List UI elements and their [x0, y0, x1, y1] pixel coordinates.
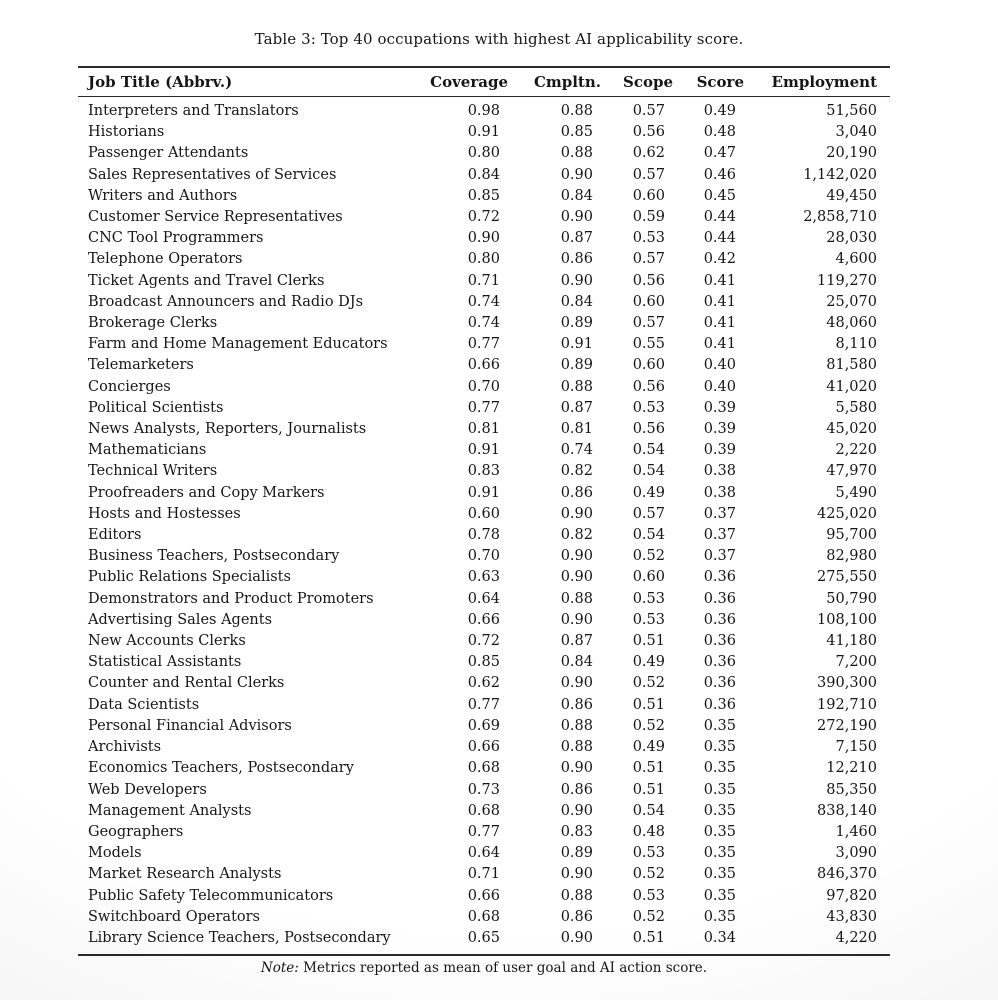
- table-row: [78, 504, 890, 525]
- job-title-cell: Customer Service Representatives: [88, 209, 343, 226]
- value-cell: 0.54: [632, 527, 665, 544]
- value-cell: 4,600: [835, 251, 877, 268]
- job-title-cell: News Analysts, Reporters, Journalists: [88, 421, 367, 438]
- value-cell: 0.90: [560, 548, 593, 565]
- table-row: [78, 271, 890, 292]
- table-area: [78, 66, 890, 976]
- value-cell: 0.52: [632, 548, 665, 565]
- value-cell: 48,060: [826, 315, 877, 332]
- job-title-cell: Counter and Rental Clerks: [88, 675, 285, 692]
- value-cell: 0.83: [467, 463, 500, 480]
- job-title-cell: Mathematicians: [88, 442, 207, 459]
- value-cell: 0.80: [467, 251, 500, 268]
- value-cell: 0.86: [560, 908, 593, 925]
- value-cell: 0.77: [467, 823, 500, 840]
- value-cell: 0.77: [467, 696, 500, 713]
- value-cell: 0.36: [703, 696, 736, 713]
- value-cell: 0.62: [467, 675, 500, 692]
- job-title-cell: Advertising Sales Agents: [88, 611, 273, 628]
- value-cell: 1,460: [835, 823, 877, 840]
- value-cell: 0.86: [560, 251, 593, 268]
- job-title-cell: Models: [88, 845, 142, 862]
- value-cell: 0.57: [632, 251, 665, 268]
- value-cell: 2,858,710: [803, 209, 877, 226]
- value-cell: 97,820: [826, 887, 877, 904]
- value-cell: 0.74: [467, 315, 500, 332]
- note-text: Metrics reported as mean of user goal and AI action score.: [298, 960, 708, 977]
- job-title-cell: Farm and Home Management Educators: [88, 336, 388, 353]
- job-title-cell: Ticket Agents and Travel Clerks: [88, 272, 325, 289]
- value-cell: 838,140: [817, 802, 877, 819]
- value-cell: 272,190: [817, 717, 877, 734]
- value-cell: 0.82: [560, 527, 593, 544]
- table-row: [78, 695, 890, 716]
- value-cell: 0.37: [703, 548, 736, 565]
- value-cell: 0.72: [467, 209, 500, 226]
- value-cell: 0.34: [703, 929, 736, 946]
- value-cell: 0.74: [467, 293, 500, 310]
- table-body: [78, 97, 890, 956]
- value-cell: 0.90: [560, 802, 593, 819]
- value-cell: 0.66: [467, 357, 500, 374]
- value-cell: 0.48: [703, 124, 736, 141]
- value-cell: 0.90: [560, 569, 593, 586]
- value-cell: 0.88: [560, 590, 593, 607]
- table-row: [78, 292, 890, 313]
- value-cell: 0.48: [632, 823, 665, 840]
- value-cell: 0.53: [632, 230, 665, 247]
- value-cell: 41,180: [826, 633, 877, 650]
- value-cell: 45,020: [826, 421, 877, 438]
- value-cell: 0.66: [467, 739, 500, 756]
- value-cell: 846,370: [817, 866, 877, 883]
- job-title-cell: New Accounts Clerks: [88, 633, 246, 650]
- table-row: [78, 780, 890, 801]
- value-cell: 0.39: [703, 421, 736, 438]
- value-cell: 0.91: [467, 484, 500, 501]
- table-row: [78, 249, 890, 270]
- value-cell: 0.57: [632, 505, 665, 522]
- job-title-cell: Telemarketers: [88, 357, 194, 374]
- table-row: [78, 334, 890, 355]
- value-cell: 0.41: [703, 293, 736, 310]
- value-cell: 0.36: [703, 569, 736, 586]
- value-cell: 47,970: [826, 463, 877, 480]
- value-cell: 0.51: [632, 633, 665, 650]
- value-cell: 192,710: [817, 696, 877, 713]
- value-cell: 0.81: [560, 421, 593, 438]
- column-header-2: Cmpltn.: [508, 67, 601, 97]
- value-cell: 2,220: [835, 442, 877, 459]
- value-cell: 0.55: [632, 336, 665, 353]
- value-cell: 0.81: [467, 421, 500, 438]
- value-cell: 0.83: [560, 823, 593, 840]
- table-row: [78, 716, 890, 737]
- table-caption: Table 3: Top 40 occupations with highest AI applicability score.: [254, 30, 744, 48]
- value-cell: 0.66: [467, 611, 500, 628]
- job-title-cell: Demonstrators and Product Promoters: [88, 590, 374, 607]
- table-row: [78, 207, 890, 228]
- value-cell: 0.68: [467, 908, 500, 925]
- job-title-cell: Writers and Authors: [88, 187, 238, 204]
- value-cell: 0.56: [632, 421, 665, 438]
- value-cell: 0.84: [467, 166, 500, 183]
- value-cell: 0.90: [560, 760, 593, 777]
- value-cell: 0.53: [632, 611, 665, 628]
- value-cell: 0.69: [467, 717, 500, 734]
- value-cell: 0.44: [703, 209, 736, 226]
- value-cell: 0.54: [632, 463, 665, 480]
- value-cell: 0.37: [703, 505, 736, 522]
- table-row: [78, 313, 890, 334]
- value-cell: 0.85: [467, 187, 500, 204]
- job-title-cell: Broadcast Announcers and Radio DJs: [88, 293, 364, 310]
- value-cell: 0.49: [632, 654, 665, 671]
- value-cell: 85,350: [826, 781, 877, 798]
- value-cell: 0.91: [467, 124, 500, 141]
- value-cell: 0.88: [560, 378, 593, 395]
- value-cell: 425,020: [817, 505, 877, 522]
- value-cell: 0.87: [560, 230, 593, 247]
- value-cell: 0.90: [560, 209, 593, 226]
- value-cell: 0.52: [632, 675, 665, 692]
- table-row: [78, 610, 890, 631]
- value-cell: 50,790: [826, 590, 877, 607]
- value-cell: 0.35: [703, 781, 736, 798]
- value-cell: 7,150: [835, 739, 877, 756]
- value-cell: 390,300: [817, 675, 877, 692]
- value-cell: 0.35: [703, 739, 736, 756]
- note-label: Note:: [260, 960, 299, 977]
- value-cell: 0.35: [703, 802, 736, 819]
- value-cell: 0.87: [560, 399, 593, 416]
- table-row: [78, 801, 890, 822]
- value-cell: 0.35: [703, 887, 736, 904]
- value-cell: 0.84: [560, 187, 593, 204]
- value-cell: 0.66: [467, 887, 500, 904]
- column-header-0: Job Title (Abbrv.): [78, 67, 418, 97]
- value-cell: 0.38: [703, 484, 736, 501]
- table-row: [78, 377, 890, 398]
- column-header-5: Employment: [744, 67, 890, 97]
- value-cell: 0.56: [632, 124, 665, 141]
- value-cell: 0.39: [703, 442, 736, 459]
- table-row: [78, 928, 890, 955]
- job-title-cell: Editors: [88, 527, 142, 544]
- value-cell: 0.64: [467, 845, 500, 862]
- occupations-table: [78, 66, 890, 956]
- value-cell: 0.89: [560, 357, 593, 374]
- table-row: [78, 419, 890, 440]
- job-title-cell: Hosts and Hostesses: [88, 505, 241, 522]
- table-row: [78, 864, 890, 885]
- value-cell: 0.53: [632, 399, 665, 416]
- value-cell: 0.77: [467, 399, 500, 416]
- value-cell: 0.56: [632, 378, 665, 395]
- table-row: [78, 483, 890, 504]
- value-cell: 12,210: [826, 760, 877, 777]
- value-cell: 41,020: [826, 378, 877, 395]
- value-cell: 0.40: [703, 378, 736, 395]
- value-cell: 4,220: [835, 929, 877, 946]
- table-row: [78, 525, 890, 546]
- value-cell: 0.53: [632, 887, 665, 904]
- table-row: [78, 228, 890, 249]
- job-title-cell: Data Scientists: [88, 696, 200, 713]
- value-cell: 0.62: [632, 145, 665, 162]
- table-row: [78, 758, 890, 779]
- value-cell: 0.35: [703, 823, 736, 840]
- value-cell: 108,100: [817, 611, 877, 628]
- table-row: [78, 907, 890, 928]
- table-row: [78, 122, 890, 143]
- value-cell: 0.60: [632, 187, 665, 204]
- value-cell: 0.57: [632, 103, 665, 119]
- job-title-cell: Historians: [88, 124, 165, 141]
- table-row: [78, 355, 890, 376]
- job-title-cell: Personal Financial Advisors: [88, 717, 292, 734]
- value-cell: 0.71: [467, 866, 500, 883]
- value-cell: 0.51: [632, 696, 665, 713]
- value-cell: 0.35: [703, 717, 736, 734]
- job-title-cell: Business Teachers, Postsecondary: [88, 548, 340, 565]
- value-cell: 51,560: [826, 103, 877, 119]
- value-cell: 0.39: [703, 399, 736, 416]
- value-cell: 119,270: [817, 272, 877, 289]
- value-cell: 0.82: [560, 463, 593, 480]
- value-cell: 0.64: [467, 590, 500, 607]
- value-cell: 0.89: [560, 845, 593, 862]
- column-header-3: Scope: [601, 67, 673, 97]
- table-row: [78, 652, 890, 673]
- job-title-cell: Market Research Analysts: [88, 866, 282, 883]
- value-cell: 0.90: [560, 272, 593, 289]
- job-title-cell: Sales Representatives of Services: [88, 166, 337, 183]
- value-cell: 0.40: [703, 357, 736, 374]
- header-row: [78, 67, 890, 97]
- value-cell: 0.90: [560, 929, 593, 946]
- value-cell: 0.88: [560, 145, 593, 162]
- value-cell: 0.85: [560, 124, 593, 141]
- value-cell: 0.51: [632, 781, 665, 798]
- value-cell: 3,090: [835, 845, 877, 862]
- value-cell: 0.52: [632, 717, 665, 734]
- value-cell: 0.52: [632, 866, 665, 883]
- value-cell: 49,450: [826, 187, 877, 204]
- value-cell: 0.89: [560, 315, 593, 332]
- value-cell: 0.51: [632, 760, 665, 777]
- table-row: [78, 186, 890, 207]
- job-title-cell: Telephone Operators: [88, 251, 243, 268]
- table-row: [78, 461, 890, 482]
- table-row: [78, 673, 890, 694]
- table-row: [78, 143, 890, 164]
- value-cell: 0.35: [703, 845, 736, 862]
- job-title-cell: Switchboard Operators: [88, 908, 261, 925]
- value-cell: 0.86: [560, 484, 593, 501]
- value-cell: 0.91: [560, 336, 593, 353]
- value-cell: 0.36: [703, 590, 736, 607]
- value-cell: 0.71: [467, 272, 500, 289]
- table-row: [78, 822, 890, 843]
- value-cell: 82,980: [826, 548, 877, 565]
- value-cell: 0.63: [467, 569, 500, 586]
- job-title-cell: Economics Teachers, Postsecondary: [88, 760, 354, 777]
- value-cell: 0.78: [467, 527, 500, 544]
- table-row: [78, 440, 890, 461]
- value-cell: 0.90: [560, 675, 593, 692]
- value-cell: 0.80: [467, 145, 500, 162]
- value-cell: 0.77: [467, 336, 500, 353]
- value-cell: 0.91: [467, 442, 500, 459]
- table-row: [78, 97, 890, 123]
- value-cell: 0.60: [632, 293, 665, 310]
- value-cell: 95,700: [826, 527, 877, 544]
- table-row: [78, 589, 890, 610]
- value-cell: 0.74: [560, 442, 593, 459]
- value-cell: 0.38: [703, 463, 736, 480]
- value-cell: 0.90: [467, 230, 500, 247]
- value-cell: 1,142,020: [803, 166, 877, 183]
- value-cell: 0.46: [703, 166, 736, 183]
- value-cell: 0.60: [467, 505, 500, 522]
- job-title-cell: Political Scientists: [88, 399, 224, 416]
- table-row: [78, 737, 890, 758]
- value-cell: 0.49: [703, 103, 736, 119]
- value-cell: 0.88: [560, 739, 593, 756]
- value-cell: 0.36: [703, 675, 736, 692]
- value-cell: 0.42: [703, 251, 736, 268]
- table-row: [78, 165, 890, 186]
- value-cell: 0.56: [632, 272, 665, 289]
- table-row: [78, 843, 890, 864]
- value-cell: 0.35: [703, 866, 736, 883]
- value-cell: 0.72: [467, 633, 500, 650]
- value-cell: 0.35: [703, 760, 736, 777]
- job-title-cell: Library Science Teachers, Postsecondary: [88, 929, 391, 946]
- table-note: [78, 960, 890, 976]
- table-row: [78, 886, 890, 907]
- job-title-cell: Public Relations Specialists: [88, 569, 291, 586]
- value-cell: 0.49: [632, 484, 665, 501]
- job-title-cell: Public Safety Telecommunicators: [88, 887, 334, 904]
- value-cell: 0.90: [560, 166, 593, 183]
- value-cell: 275,550: [817, 569, 877, 586]
- value-cell: 0.57: [632, 166, 665, 183]
- value-cell: 0.68: [467, 802, 500, 819]
- job-title-cell: Geographers: [88, 823, 184, 840]
- value-cell: 0.70: [467, 378, 500, 395]
- table-row: [78, 546, 890, 567]
- value-cell: 0.84: [560, 654, 593, 671]
- value-cell: 0.90: [560, 505, 593, 522]
- value-cell: 0.41: [703, 336, 736, 353]
- job-title-cell: Concierges: [88, 378, 171, 395]
- value-cell: 0.88: [560, 103, 593, 119]
- value-cell: 43,830: [826, 908, 877, 925]
- value-cell: 20,190: [826, 145, 877, 162]
- column-header-4: Score: [673, 67, 744, 97]
- column-header-1: Coverage: [418, 67, 508, 97]
- value-cell: 8,110: [835, 336, 877, 353]
- job-title-cell: Technical Writers: [88, 463, 218, 480]
- job-title-cell: CNC Tool Programmers: [88, 230, 264, 247]
- value-cell: 0.53: [632, 845, 665, 862]
- value-cell: 0.47: [703, 145, 736, 162]
- job-title-cell: Passenger Attendants: [88, 145, 249, 162]
- job-title-cell: Archivists: [88, 739, 162, 756]
- value-cell: 0.60: [632, 357, 665, 374]
- value-cell: 0.41: [703, 315, 736, 332]
- value-cell: 0.87: [560, 633, 593, 650]
- value-cell: 0.45: [703, 187, 736, 204]
- value-cell: 0.86: [560, 696, 593, 713]
- value-cell: 0.90: [560, 866, 593, 883]
- value-cell: 0.65: [467, 929, 500, 946]
- value-cell: 0.36: [703, 611, 736, 628]
- value-cell: 0.54: [632, 802, 665, 819]
- value-cell: 0.41: [703, 272, 736, 289]
- value-cell: 5,490: [835, 484, 877, 501]
- table-row: [78, 398, 890, 419]
- value-cell: 0.70: [467, 548, 500, 565]
- value-cell: 5,580: [835, 399, 877, 416]
- job-title-cell: Statistical Assistants: [88, 654, 242, 671]
- value-cell: 25,070: [826, 293, 877, 310]
- value-cell: 0.36: [703, 654, 736, 671]
- value-cell: 0.84: [560, 293, 593, 310]
- value-cell: 0.44: [703, 230, 736, 247]
- value-cell: 0.59: [632, 209, 665, 226]
- value-cell: 81,580: [826, 357, 877, 374]
- value-cell: 3,040: [835, 124, 877, 141]
- value-cell: 0.98: [467, 103, 500, 119]
- value-cell: 0.85: [467, 654, 500, 671]
- value-cell: 0.57: [632, 315, 665, 332]
- job-title-cell: Management Analysts: [88, 802, 252, 819]
- value-cell: 0.52: [632, 908, 665, 925]
- value-cell: 0.51: [632, 929, 665, 946]
- value-cell: 0.36: [703, 633, 736, 650]
- value-cell: 0.54: [632, 442, 665, 459]
- value-cell: 0.73: [467, 781, 500, 798]
- value-cell: 0.88: [560, 717, 593, 734]
- value-cell: 0.53: [632, 590, 665, 607]
- value-cell: 0.60: [632, 569, 665, 586]
- value-cell: 0.35: [703, 908, 736, 925]
- table-row: [78, 567, 890, 588]
- value-cell: 0.90: [560, 611, 593, 628]
- table-row: [78, 631, 890, 652]
- job-title-cell: Interpreters and Translators: [88, 103, 299, 119]
- value-cell: 0.49: [632, 739, 665, 756]
- value-cell: 0.88: [560, 887, 593, 904]
- value-cell: 0.86: [560, 781, 593, 798]
- value-cell: 28,030: [826, 230, 877, 247]
- value-cell: 0.37: [703, 527, 736, 544]
- job-title-cell: Brokerage Clerks: [88, 315, 218, 332]
- value-cell: 7,200: [835, 654, 877, 671]
- job-title-cell: Web Developers: [88, 781, 207, 798]
- value-cell: 0.68: [467, 760, 500, 777]
- job-title-cell: Proofreaders and Copy Markers: [88, 484, 325, 501]
